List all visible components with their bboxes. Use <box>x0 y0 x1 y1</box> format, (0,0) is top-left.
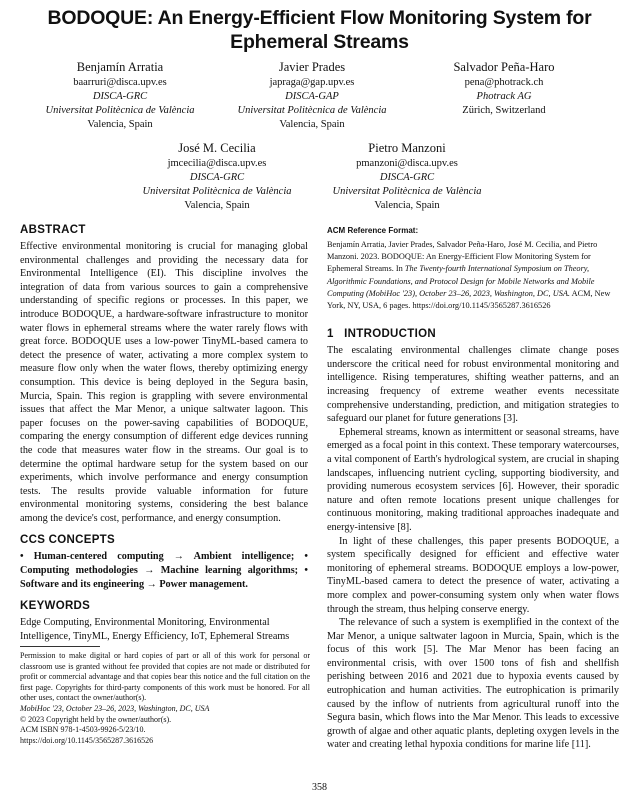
reference-format-text <box>327 239 619 312</box>
permission-text: Permission to make digital or hard copies of part or all of this work for personal or classroom use is granted without fee provided that copies are not made or distributed for profit or commercial advantage and that copies bear this notice and the full citation on the first page. Copyrights for third-party components of this work must be honored. For all other uses, contact the owner/author(s). <box>20 651 310 703</box>
ccs-heading: CCS CONCEPTS <box>20 534 115 547</box>
author-name: Salvador Peña-Haro <box>453 60 555 74</box>
author-name: Benjamín Arratia <box>76 60 164 74</box>
author-location: Valencia, Spain <box>184 200 250 211</box>
author-name: Javier Prades <box>278 60 346 74</box>
paper-title: BODOQUE: An Energy-Efficient Flow Monitoring System for Ephemeral Streams <box>47 7 592 53</box>
reference-format-heading: ACM Reference Format: <box>327 226 419 235</box>
intro-paragraph-3: In light of these challenges, this paper presents BODOQUE, a system specifically designed for efficient and effective water monitoring of ephemeral streams. BODOQUE employs a low-power, TinyML-based camera to detect the presence of water, activating a more complex and power-consuming system only when water flows through the stream, thus helping conserve energy. <box>327 535 619 615</box>
doi-link[interactable]: https://doi.org/10.1145/3565287.3616526 <box>20 735 154 745</box>
abstract-text: Effective environmental monitoring is crucial for managing global environmental challenges and providing the necessary data for Environmental Intelligence (EI). This discipline involves the integration of data from various sources to gain a comprehensive understanding of specific regions or processes. In this paper, we introduce BODOQUE, a hardware-software infrastructure to monitor water flows in ephemeral streams where the water rarely flows with great force. BODOQUE uses a low-power TinyML-based camera to detect the presence of water, activating a more complex system to measure flow only when the water flows, thereby optimizing energy consumption. This device is being deployed in the Segura basin, Murcia, Spain. This region is grappling with severe environmental issues that affect the Mar Menor, a unique saltwater lagoon. This paper focuses on the power-saving capabilities of BODOQUE, comparing the energy consumption of different edge devices running the code that measures water flow in the streams. Our goal is to determine the optimal hardware setup for the system based on our experiments, which involve performance and energy consumption tests. The results provide valuable information for future environmental monitoring systems, considering the best balance among the device's cost, performance, and energy consumption. <box>20 241 308 524</box>
reference-venue: The Twenty-fourth International Symposium on Theory, Algorithmic Foundations, and Protocol Design for Mobile Networks and Mobile Computing (MobiHoc '23), October 23–26, 2023, Washington, DC, USA. <box>327 264 595 298</box>
author-name: José M. Cecilia <box>178 141 256 155</box>
right-column <box>327 225 619 752</box>
page-number: 358 <box>312 782 327 793</box>
author-group: DISCA-GRC <box>92 91 148 102</box>
abstract-heading: ABSTRACT <box>20 224 86 236</box>
venue-line: MobiHoc '23, October 23–26, 2023, Washington, DC, USA <box>20 703 210 713</box>
intro-paragraph-2: Ephemeral streams, known as intermittent or seasonal streams, have emerged as a focal point in this context. These temporary watercourses, a vital component of Earth's hydrological system, are crucial in shaping landscapes, influencing nutrient cycling, supporting biodiversity, and providing numerous ecosystem services [6]. However, their sporadic nature and often remote locations present unique challenges for continuous monitoring, making traditional approaches inadequate and energy-intensive [8]. <box>327 426 619 533</box>
ccs-text <box>20 550 308 591</box>
author-affiliation: Universitat Politècnica de València <box>237 105 387 116</box>
intro-paragraph-4: The relevance of such a system is exemplified in the context of the Mar Menor, a unique saltwater lagoon in Murcia, Spain, which is the focus of this work [5]. The Mar Menor has been facing an environmental crisis, with over 1500 tons of fish and shellfish perishing between 2016 and 2021 due to hypoxia events caused by eutrophication and human activities. The eutrophication is primarily caused by the inflow of nutrients from agricultural runoff into the Segura basin, which flows into the Mar Menor. This leads to excessive growth of algae and other aquatic plants, depleting oxygen levels in the water and creating lethal hypoxia conditions for marine life [11]. <box>327 617 619 751</box>
author-affiliation: Universitat Politècnica de València <box>332 186 482 197</box>
permission-block <box>20 651 310 746</box>
author-block-4 <box>117 139 317 213</box>
keywords-heading: KEYWORDS <box>20 600 91 613</box>
isbn-line: ACM ISBN 978-1-4503-9926-5/23/10. <box>20 725 146 735</box>
author-group: Photrack AG <box>476 91 532 102</box>
author-block-1 <box>20 58 220 132</box>
author-affiliation: Universitat Politècnica de València <box>45 105 195 116</box>
author-email: baarruri@disca.upv.es <box>73 77 167 88</box>
author-email: jmcecilia@disca.upv.es <box>167 158 267 169</box>
author-block-3 <box>404 58 604 118</box>
copyright-line: © 2023 Copyright held by the owner/author(s). <box>20 714 172 724</box>
keywords-text: Edge Computing, Environmental Monitoring, Environmental Intelligence, TinyML, Energy Efficiency, IoT, Ephemeral Streams <box>20 617 290 642</box>
author-location: Valencia, Spain <box>279 119 345 130</box>
author-block-2 <box>212 58 412 132</box>
author-affiliation: Universitat Politècnica de València <box>142 186 292 197</box>
introduction-heading: 1 INTRODUCTION <box>327 328 436 341</box>
left-column <box>20 222 308 643</box>
ccs-concepts: • Human-centered computing → Ambient intelligence; • Computing methodologies → Machine learning algorithms; • Software and its engineering → Power management. <box>20 551 308 590</box>
author-email: pmanzoni@disca.upv.es <box>356 158 458 169</box>
author-group: DISCA-GRC <box>189 172 245 183</box>
author-affiliation: Zürich, Switzerland <box>462 105 546 116</box>
author-block-5 <box>307 139 507 213</box>
author-group: DISCA-GRC <box>379 172 435 183</box>
author-location: Valencia, Spain <box>87 119 153 130</box>
author-email: japraga@gap.upv.es <box>269 77 355 88</box>
author-name: Pietro Manzoni <box>368 141 446 155</box>
author-email: pena@photrack.ch <box>464 77 544 88</box>
reference-tail: ACM, New York, NY, USA, 6 pages. https://doi.org/10.1145/3565287.3616526 <box>327 288 611 311</box>
intro-paragraph-1: The escalating environmental challenges climate change poses underscore the critical need for robust environmental monitoring and intelligence. Rising temperatures, shifting weather patterns, and an increasing frequency of extreme weather events necessitate comprehensive understanding, prediction, and mitigation strategies to safeguard our planet for future generations [3]. <box>327 345 619 425</box>
author-location: Valencia, Spain <box>374 200 440 211</box>
footnote-rule <box>20 646 100 647</box>
author-group: DISCA-GAP <box>285 91 339 102</box>
reference-authors: Benjamín Arratia, Javier Prades, Salvador Peña-Haro, José M. Cecilia, and Pietro Manzoni. 2023. BODOQUE: An Energy-Efficient Flow Monitoring System for Ephemeral Streams. In <box>327 240 598 274</box>
